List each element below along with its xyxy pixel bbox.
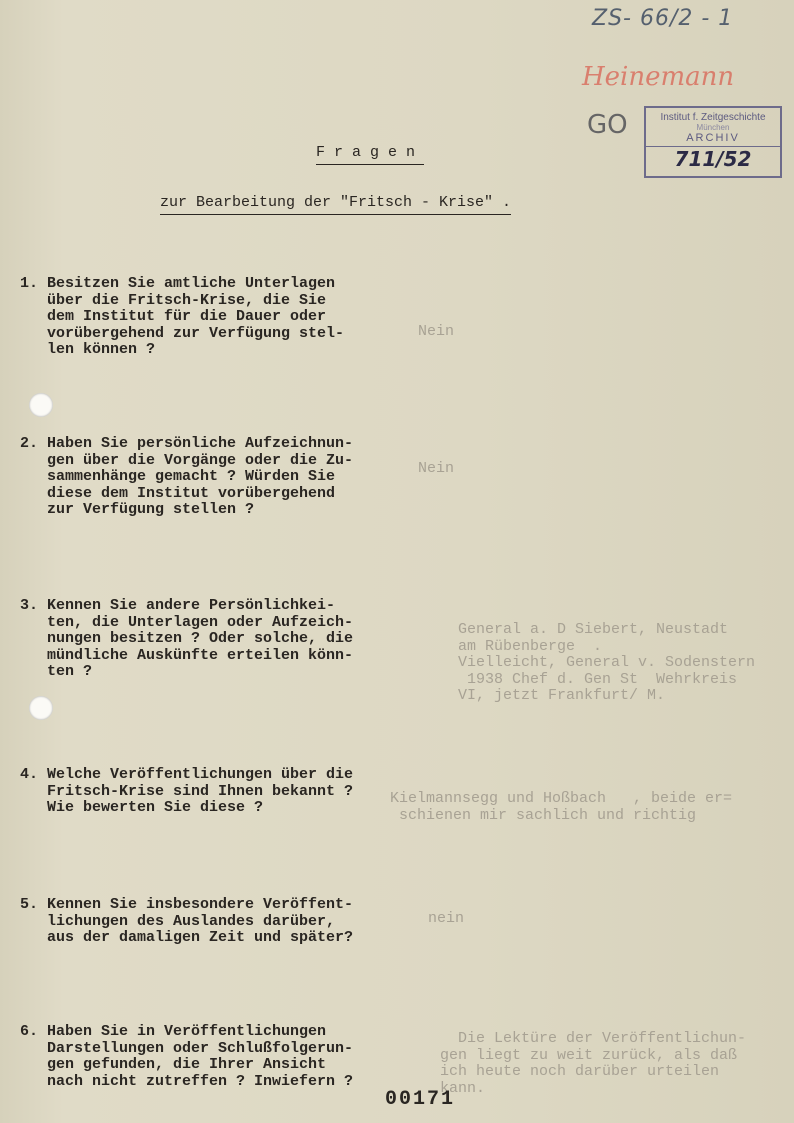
punch-hole: [29, 393, 53, 417]
question-3: 3. Kennen Sie andere Persönlichkei- ten, die Unterlagen oder Aufzeich- nungen besitzen ? Oder solche, die mündliche Auskünfte erteilen könn- ten ?: [20, 597, 354, 680]
question-2: 2. Haben Sie persönliche Aufzeichnun- gen über die Vorgänge oder die Zu- sammenhänge gemacht ? Würden Sie diese dem Institut vorübergehend zur Verfügung stellen ?: [20, 435, 354, 518]
page-title: Fragen: [316, 144, 424, 165]
stamp-institute: Institut f. Zeitgeschichte: [660, 112, 766, 123]
page-subtitle: zur Bearbeitung der "Fritsch - Krise" .: [160, 194, 511, 215]
question-1: 1. Besitzen Sie amtliche Unterlagen über die Fritsch-Krise, die Sie dem Institut für die Dauer oder vorübergehend zur Verfügung stel- len können ?: [20, 275, 345, 358]
answer-1: Nein: [418, 323, 455, 340]
stamp-number: 711/52: [674, 147, 752, 171]
stamp-city: München: [696, 123, 730, 132]
stamp-archive: ARCHIV: [686, 132, 740, 144]
go-mark: GO: [587, 110, 628, 140]
answer-5: nein: [428, 910, 465, 927]
answer-2: Nein: [418, 460, 455, 477]
punch-hole: [29, 696, 53, 720]
question-5: 5. Kennen Sie insbesondere Veröffent- lichungen des Auslandes darüber, aus der damaligen Zeit und später?: [20, 896, 354, 946]
question-4: 4. Welche Veröffentlichungen über die Fritsch-Krise sind Ihnen bekannt ? Wie bewerten Sie diese ?: [20, 766, 354, 816]
archive-stamp: [644, 106, 782, 178]
answer-3: General a. D Siebert, Neustadt am Rübenberge . Vielleicht, General v. Sodenstern 1938 Chef d. Gen St Wehrkreis VI, jetzt Frankfurt/ M.: [458, 621, 756, 704]
red-signature: Heinemann: [582, 62, 735, 92]
page-number: 00171: [385, 1088, 456, 1111]
archive-reference: ZS- 66/2 - 1: [592, 6, 734, 31]
question-6: 6. Haben Sie in Veröffentlichungen Darstellungen oder Schlußfolgerun- gen gefunden, die Ihrer Ansicht nach nicht zutreffen ? Inwiefern ?: [20, 1023, 354, 1090]
answer-4: Kielmannsegg und Hoßbach , beide er= schienen mir sachlich und richtig: [390, 790, 733, 824]
answer-6: Die Lektüre der Veröffentlichun- gen liegt zu weit zurück, als daß ich heute noch darüber urteilen kann.: [440, 1030, 747, 1097]
